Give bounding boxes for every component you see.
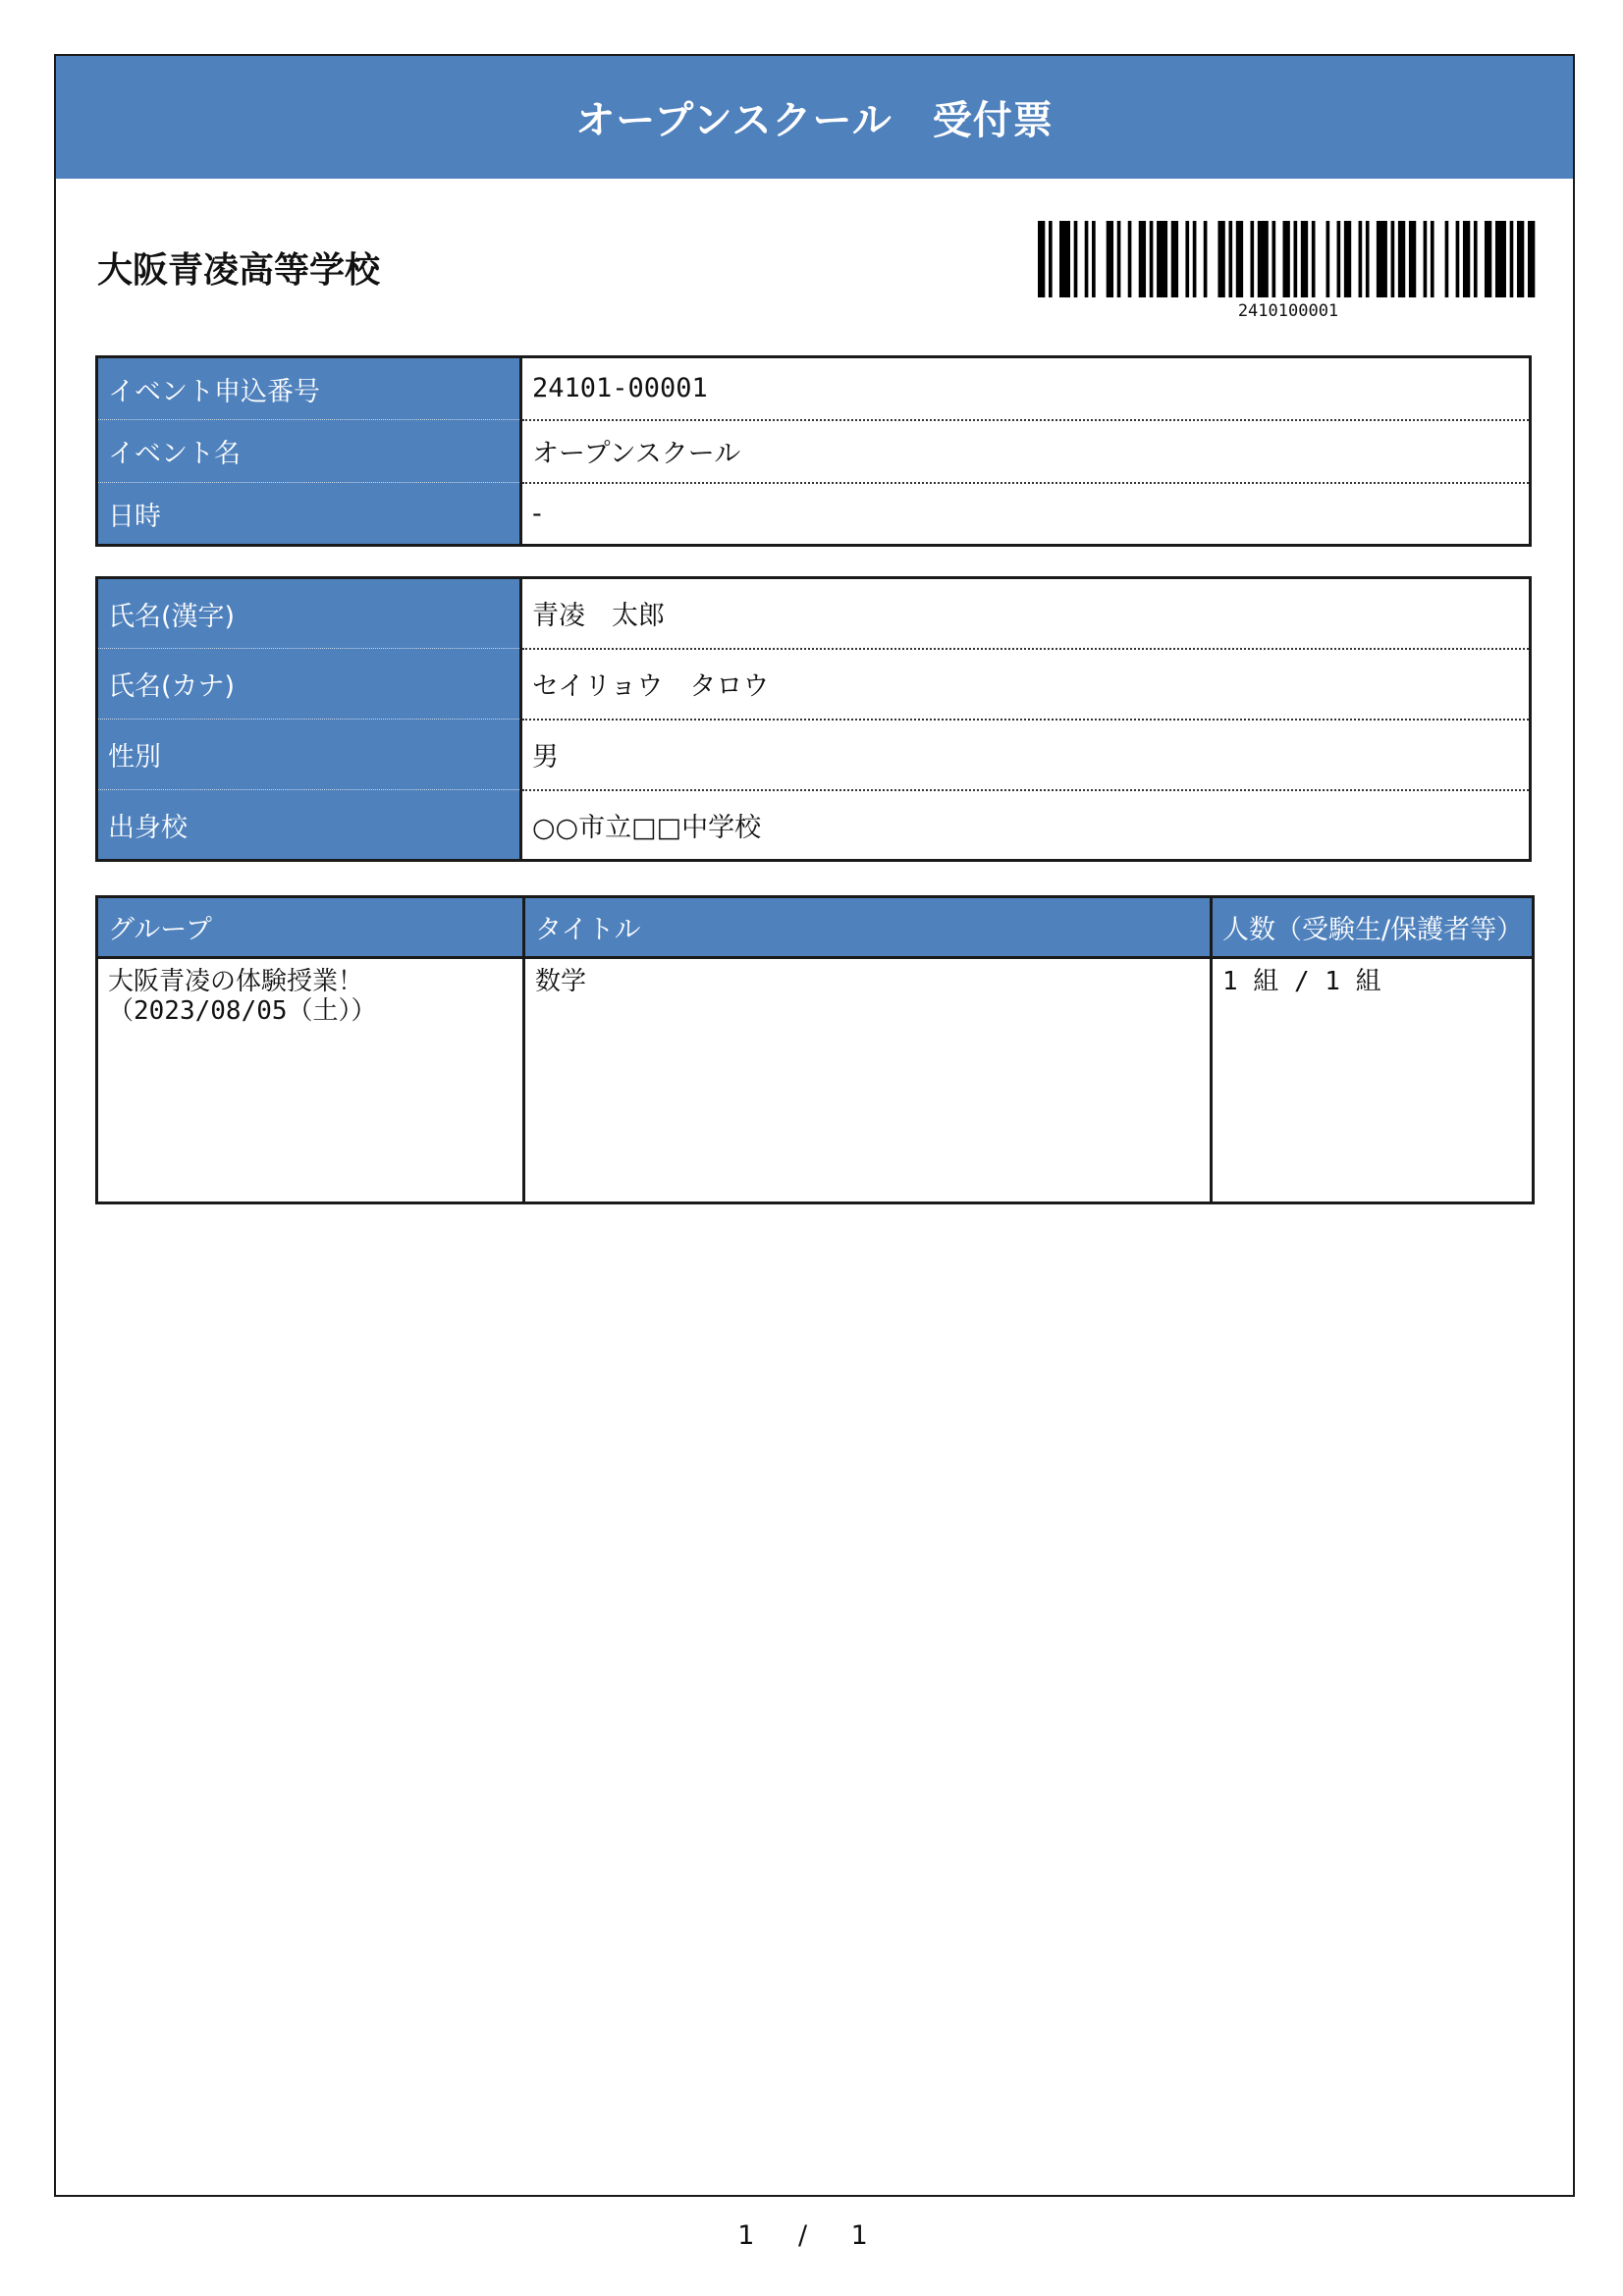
value-datetime: - <box>521 483 1531 546</box>
table-row <box>97 483 1531 546</box>
label-name-kana: 氏名(カナ) <box>97 649 521 720</box>
label-name-kanji: 氏名(漢字) <box>97 578 521 649</box>
ticket-frame <box>54 54 1575 2197</box>
header-title: タイトル <box>524 897 1212 958</box>
group-table-header <box>97 897 1534 958</box>
event-info-table <box>95 355 1532 547</box>
header-group: グループ <box>97 897 524 958</box>
table-row <box>97 357 1531 420</box>
value-school: ○○市立□□中学校 <box>521 790 1531 861</box>
applicant-info-table <box>95 576 1532 862</box>
label-event-application-number: イベント申込番号 <box>97 357 521 420</box>
value-event-name: オープンスクール <box>521 420 1531 483</box>
label-school: 出身校 <box>97 790 521 861</box>
value-name-kana: セイリョウ タロウ <box>521 649 1531 720</box>
table-row <box>97 578 1531 649</box>
table-row <box>97 720 1531 790</box>
cell-group <box>97 958 524 1203</box>
barcode-number: 2410100001 <box>1237 301 1339 321</box>
group-name: 大阪青凌の体験授業！ <box>108 967 364 996</box>
header-count: 人数（受験生/保護者等） <box>1212 897 1534 958</box>
value-name-kanji: 青凌 太郎 <box>521 578 1531 649</box>
table-row <box>97 790 1531 861</box>
page-number: 1 / 1 <box>737 2220 886 2251</box>
table-row <box>97 649 1531 720</box>
value-event-application-number: 24101-00001 <box>521 357 1531 420</box>
label-datetime: 日時 <box>97 483 521 546</box>
page-title: オープンスクール 受付票 <box>56 56 1573 179</box>
label-gender: 性別 <box>97 720 521 790</box>
table-row <box>97 958 1534 1203</box>
cell-count: 1 組 / 1 組 <box>1212 958 1534 1203</box>
barcode-image <box>1038 221 1539 297</box>
value-gender: 男 <box>521 720 1531 790</box>
group-date: （2023/08/05（土）） <box>108 996 377 1026</box>
cell-title: 数学 <box>524 958 1212 1203</box>
label-event-name: イベント名 <box>97 420 521 483</box>
table-row <box>97 420 1531 483</box>
school-name: 大阪青凌高等学校 <box>97 250 381 291</box>
group-table <box>95 895 1535 1204</box>
